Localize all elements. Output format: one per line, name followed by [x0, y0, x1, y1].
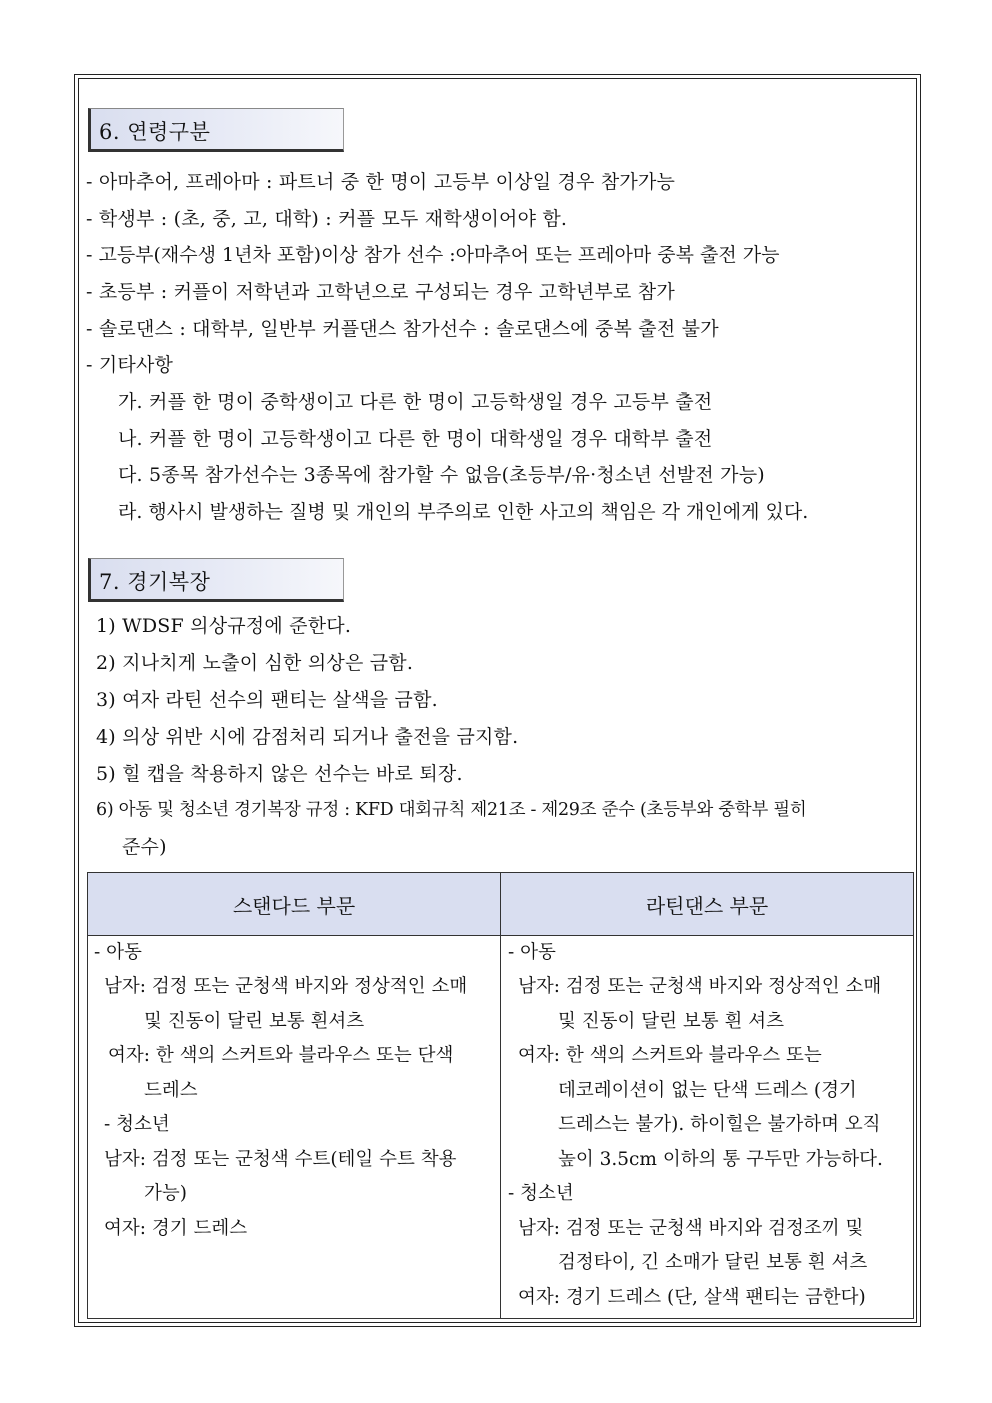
- latin-line: 여자: 경기 드레스 (단, 살색 팬티는 금한다): [518, 1287, 866, 1308]
- standard-line: 남자: 검정 또는 군청색 수트(테일 수트 착용: [104, 1149, 457, 1170]
- standard-line: - 청소년: [104, 1114, 170, 1135]
- latin-line: 및 진동이 달린 보통 흰 셔츠: [558, 1011, 784, 1032]
- latin-line: 높이 3.5cm 이하의 통 구두만 가능하다.: [558, 1149, 883, 1170]
- age-rule-line: - 아마추어, 프레아마 : 파트너 중 한 명이 고등부 이상일 경우 참가가능: [86, 171, 676, 193]
- costume-rule-line: 2) 지나치게 노출이 심한 의상은 금함.: [96, 652, 414, 674]
- latin-line: 남자: 검정 또는 군청색 바지와 검정조끼 및: [518, 1218, 864, 1239]
- costume-rule-line: 4) 의상 위반 시에 감점처리 되거나 출전을 금지함.: [96, 726, 519, 748]
- age-rule-line: - 초등부 : 커플이 저학년과 고학년으로 구성되는 경우 고학년부로 참가: [86, 281, 675, 303]
- dress-code-table: [87, 872, 914, 1319]
- standard-line: 남자: 검정 또는 군청색 바지와 정상적인 소매: [104, 976, 468, 997]
- standard-column-header: 스탠다드 부문: [88, 873, 501, 936]
- misc-rule-line: 나. 커플 한 명이 고등학생이고 다른 한 명이 대학생일 경우 대학부 출전: [118, 428, 713, 450]
- latin-line: 데코레이션이 없는 단색 드레스 (경기: [558, 1080, 857, 1101]
- costume-rule-line: 6) 아동 및 청소년 경기복장 규정 : KFD 대회규칙 제21조 - 제29조 준수 (초등부와 중학부 필히: [96, 800, 807, 820]
- age-rule-line: - 솔로댄스 : 대학부, 일반부 커플댄스 참가선수 : 솔로댄스에 중복 출전 불가: [86, 318, 719, 340]
- standard-line: 및 진동이 달린 보통 흰셔츠: [144, 1011, 365, 1032]
- latin-line: - 청소년: [508, 1183, 574, 1204]
- age-rule-line: - 학생부 : (초, 중, 고, 대학) : 커플 모두 재학생이어야 함.: [86, 208, 568, 230]
- latin-line: 남자: 검정 또는 군청색 바지와 정상적인 소매: [518, 976, 882, 997]
- misc-rule-line: 라. 행사시 발생하는 질병 및 개인의 부주의로 인한 사고의 책임은 각 개인에게 있다.: [118, 501, 809, 523]
- costume-rule-line: 3) 여자 라틴 선수의 팬티는 살색을 금함.: [96, 689, 438, 711]
- section-7-heading-box: [88, 558, 344, 602]
- costume-rule-line: 5) 힐 캡을 착용하지 않은 선수는 바로 퇴장.: [96, 763, 463, 785]
- age-rule-line: - 기타사항: [86, 354, 174, 376]
- standard-line: 여자: 한 색의 스커트와 블라우스 또는 단색: [108, 1045, 454, 1066]
- section-6-heading-box: [88, 108, 344, 152]
- standard-line: 여자: 경기 드레스: [104, 1218, 248, 1239]
- latin-cell: [501, 936, 914, 1319]
- standard-line: - 아동: [94, 942, 142, 963]
- latin-line: 여자: 한 색의 스커트와 블라우스 또는: [518, 1045, 822, 1066]
- costume-rule-line: 1) WDSF 의상규정에 준한다.: [96, 615, 352, 637]
- age-rule-line: - 고등부(재수생 1년차 포함)이상 참가 선수 :아마추어 또는 프레아마 중복 출전 가능: [86, 244, 780, 266]
- costume-rule-line: 준수): [122, 836, 167, 858]
- latin-column-header: 라틴댄스 부문: [501, 873, 914, 936]
- latin-line: - 아동: [508, 942, 556, 963]
- standard-cell: [88, 936, 501, 1319]
- standard-line: 가능): [144, 1183, 187, 1204]
- standard-line: 드레스: [144, 1080, 198, 1101]
- misc-rule-line: 다. 5종목 참가선수는 3종목에 참가할 수 없음(초등부/유·청소년 선발전 가능): [118, 464, 765, 486]
- section-7-title: 7. 경기복장: [99, 570, 211, 594]
- latin-line: 검정타이, 긴 소매가 달린 보통 흰 셔츠: [558, 1252, 868, 1273]
- latin-line: 드레스는 불가). 하이힐은 불가하며 오직: [558, 1114, 881, 1135]
- section-6-title: 6. 연령구분: [99, 120, 211, 144]
- misc-rule-line: 가. 커플 한 명이 중학생이고 다른 한 명이 고등학생일 경우 고등부 출전: [118, 391, 713, 413]
